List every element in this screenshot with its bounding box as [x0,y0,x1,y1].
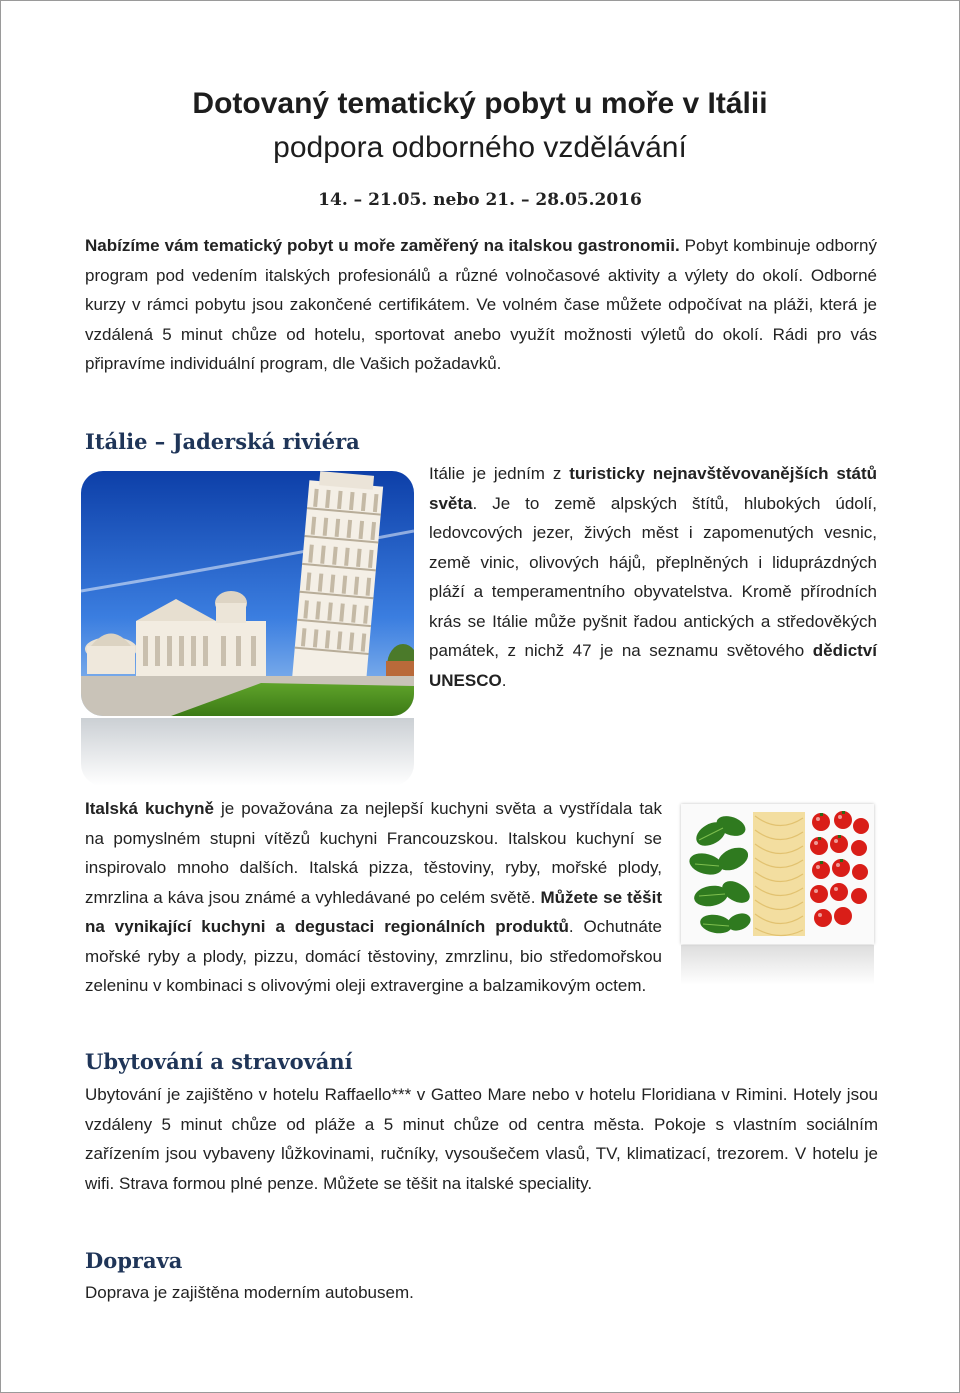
food-photo-reflection [681,945,874,985]
cuisine-text-2: . Ochutnáte mořské ryby a plody, pizzu, domácí těstoviny, zmrzlinu, bio středomořskou zeleninu v kombinaci s olivovými oleji extravergine a balzamikovým octem. [85,917,662,995]
pisa-photo [81,471,414,716]
italy-text-1-bold: turisticky nejnavštěvovanějších států světa [429,464,877,513]
italy-text-1: Itálie je jedním z [429,464,570,483]
italian-flag-food-photo [681,804,874,944]
heading-accommodation: Ubytování a stravování [85,1049,353,1074]
transport-paragraph: Doprava je zajištěna moderním autobusem. [85,1283,414,1302]
cuisine-lead: Italská kuchyně [85,799,214,818]
intro-text-part3: Ve volném čase můžete odpočívat na pláži, která je vzdálená 5 minut chůze od hotelu, sportovat anebo využít možnosti výletů do okolí. Rádi pro vás připravíme individuální program, dle Vašich požadavků. [85,295,877,373]
intro-text-part2: Pobyt kombinuje odborný program pod vedením italských profesionálů a různé volnočasové aktivity a výlety do okolí. Odborné kurzy v rámci pobytu jsou zakončené certifikátem. [85,236,878,314]
italy-paragraph [429,459,877,695]
pisa-photo-reflection [81,718,414,786]
document-title: Dotovaný tematický pobyt u moře v Itálii [192,87,768,120]
cuisine-paragraph [85,794,662,1001]
intro-lead: Nabízíme vám tematický pobyt u moře zaměřený na italskou gastronomii. [85,236,680,255]
heading-italy: Itálie – Jaderská riviéra [85,429,360,454]
cuisine-text-1-bold: Můžete se těšit na vynikající kuchyni a degustaci regionálních produktů [85,887,662,936]
document-subtitle: podpora odborného vzdělávání [273,131,687,164]
accommodation-paragraph: Ubytování je zajištěno v hotelu Raffaello*** v Gatteo Mare nebo v hotelu Floridiana v Rimini. Hotely jsou vzdáleny 5 minut chůze od pláže a 5 minut chůze od centra města. Pokoje s vlastním sociálním zařízením jsou vybaveny lůžkovinami, ručníky, vysoušečem vlasů, TV, klimatizací, trezorem. V hotelu je wifi. Strava formou plné penze. Můžete se těšit na italské speciality. [85,1085,878,1193]
italy-text-2: . Je to země alpských štítů, hlubokých údolí, ledovcových jezer, živých měst i zapomenutých vesnic, země vinic, olivových hájů, přeplněných i liduprázdných pláží a temperamentního obyvatelstva. Kromě přírodních krás se Itálie může pyšnit řadou antických a středověkých památek, z nichž 47 je na seznamu světového [429,493,877,660]
event-dates: 14. – 21.05. nebo 21. – 28.05.2016 [318,190,642,210]
italy-text-3: . [501,670,507,690]
intro-paragraph [85,231,877,379]
cuisine-text-1: je považována za nejlepší kuchyni světa a vystřídala tak na pomyslném stupni vítězů kuchyni Francouzskou. Italskou kuchyní se inspirovalo mnoho dalších. Italská pizza, těstoviny, ryby, mořské plody, zmrzlina a káva jsou známé a vyhledávané po celém světě. [85,799,663,907]
heading-transport: Doprava [85,1248,183,1273]
italy-text-2-bold: dědictví UNESCO [429,641,877,690]
